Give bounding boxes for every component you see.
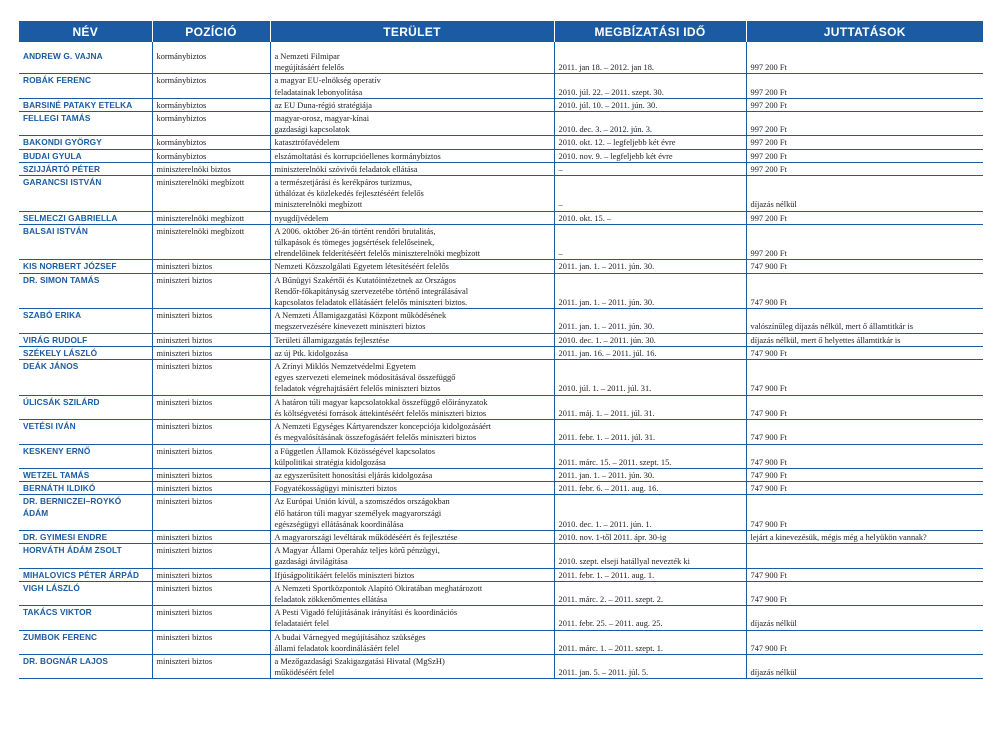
compensation: 997 200 Ft: [746, 42, 983, 74]
area-line: elszámoltatási és korrupcióellenes kormánybiztos: [274, 151, 441, 161]
official-position: miniszteri biztos: [152, 581, 270, 605]
official-position: kormánybiztos: [152, 74, 270, 98]
official-area: [270, 309, 554, 333]
area-line: A budai Várnegyed megújításához szükséges: [274, 632, 426, 642]
official-area: [270, 444, 554, 468]
official-position: kormánybiztos: [152, 149, 270, 162]
area-line: kapcsolatos feladatok ellátásáért felelős miniszteri biztos.: [274, 298, 468, 308]
table-row: [19, 42, 983, 74]
column-header-position: POZÍCIÓ: [152, 21, 270, 42]
area-line: feladatok zökkenőmentes ellátása: [274, 594, 388, 604]
official-name: DEÁK JÁNOS: [23, 361, 79, 372]
official-name: DR. SIMON TAMÁS: [23, 274, 100, 285]
official-name: KIS NORBERT JÓZSEF: [23, 261, 117, 272]
mandate-period: 2011. febr. 25. – 2011. aug. 25.: [554, 606, 746, 630]
compensation: 747 900 Ft: [746, 630, 983, 654]
compensation: díjazás nélkül: [746, 606, 983, 630]
compensation: 747 900 Ft: [746, 346, 983, 359]
official-position: miniszteri biztos: [152, 273, 270, 309]
area-line: túlkapások és tömeges jogsértések felelőseinek,: [274, 238, 435, 248]
area-line: A Nemzeti Egységes Kártyarendszer koncepciója kidolgozásáért: [274, 422, 491, 432]
official-area: [270, 149, 554, 162]
mandate-period: 2010. nov. 1-től 2011. ápr. 30-ig: [554, 530, 746, 543]
official-position: miniszterelnöki biztos: [152, 162, 270, 175]
official-position: miniszteri biztos: [152, 568, 270, 581]
mandate-period: 2011. máj. 1. – 2011. júl. 31.: [554, 395, 746, 419]
official-position: miniszterelnöki megbízott: [152, 211, 270, 224]
official-position: miniszteri biztos: [152, 309, 270, 333]
table-row: [19, 544, 983, 568]
mandate-period: 2011. febr. 6. – 2011. aug. 16.: [554, 482, 746, 495]
compensation: 747 900 Ft: [746, 568, 983, 581]
official-name: VIRÁG RUDOLF: [23, 334, 88, 345]
official-area: [270, 112, 554, 136]
official-area: [270, 630, 554, 654]
mandate-period: –: [554, 176, 746, 212]
area-line: A Nemzeti Államigazgatási Központ működésének: [274, 311, 447, 321]
official-name: BAKONDI GYÖRGY: [23, 137, 102, 148]
compensation: díjazás nélkül, mert ő helyettes államtitkár is: [746, 333, 983, 346]
table-row: [19, 136, 983, 149]
official-position: miniszteri biztos: [152, 346, 270, 359]
area-line: a Nemzeti Filmipar: [274, 52, 340, 61]
mandate-period: 2010. júl. 10. – 2011. jún. 30.: [554, 98, 746, 111]
mandate-period: 2010. okt. 12. – legfeljebb két évre: [554, 136, 746, 149]
official-name: DR. BERNICZEI–ROYKÓ ÁDÁM: [23, 496, 122, 518]
mandate-period: 2010. nov. 9. – legfeljebb két évre: [554, 149, 746, 162]
table-row: [19, 568, 983, 581]
compensation: 997 200 Ft: [746, 162, 983, 175]
official-area: [270, 333, 554, 346]
official-name: ROBÁK FERENC: [23, 75, 92, 86]
official-position: miniszteri biztos: [152, 495, 270, 531]
area-line: az EU Duna-régió stratégiája: [274, 100, 372, 110]
area-line: Rendőr-főkapitányság szervezetébe történő integrálásával: [274, 286, 469, 296]
official-name: MIHALOVICS PÉTER ÁRPÁD: [23, 569, 140, 580]
official-name: SZÉKELY LÁSZLÓ: [23, 347, 98, 358]
compensation: 997 200 Ft: [746, 224, 983, 260]
area-line: feladataiért felel: [274, 619, 330, 629]
official-area: [270, 395, 554, 419]
area-line: A határon túli magyar kapcsolatokkal összefüggő előirányzatok: [274, 397, 488, 407]
table-body: [19, 42, 983, 679]
table-row: [19, 630, 983, 654]
table-row: [19, 444, 983, 468]
area-line: katasztrófavédelem: [274, 138, 340, 148]
official-name: FELLEGI TAMÁS: [23, 113, 91, 124]
area-line: állami feladatok koordinálásáért felel: [274, 643, 400, 653]
table-row: [19, 395, 983, 419]
area-line: az új Ptk. kidolgozása: [274, 348, 348, 358]
area-line: az egyszerűsített honosítási eljárás kidolgozása: [274, 470, 433, 480]
compensation: 997 200 Ft: [746, 149, 983, 162]
mandate-period: 2011. febr. 1. – 2011. júl. 31.: [554, 420, 746, 444]
area-line: Nemzeti Közszolgálati Egyetem létesítéséért felelős: [274, 262, 449, 272]
official-area: [270, 176, 554, 212]
official-position: miniszteri biztos: [152, 333, 270, 346]
table-row: [19, 74, 983, 98]
table-row: [19, 98, 983, 111]
mandate-period: 2010. okt. 15. –: [554, 211, 746, 224]
table-row: [19, 530, 983, 543]
table-row: [19, 346, 983, 359]
table-row: [19, 420, 983, 444]
area-line: a magyar EU-elnökség operatív: [274, 76, 381, 86]
official-name: VETÉSI IVÁN: [23, 421, 76, 432]
column-header-name: NÉV: [19, 21, 152, 42]
compensation: díjazás nélkül: [746, 654, 983, 678]
area-line: A Pesti Vigadó felújításának irányítási és koordinációs: [274, 608, 458, 618]
official-name: WETZEL TAMÁS: [23, 469, 90, 480]
table-row: [19, 468, 983, 481]
official-area: [270, 211, 554, 224]
official-name: SELMECZI GABRIELLA: [23, 212, 118, 223]
compensation: valószínűleg díjazás nélkül, mert ő államtitkár is: [746, 309, 983, 333]
area-line: élő határon túli magyar személyek magyarországi: [274, 508, 442, 518]
mandate-period: 2011. jan. 16. – 2011. júl. 16.: [554, 346, 746, 359]
official-position: miniszteri biztos: [152, 420, 270, 444]
official-position: miniszteri biztos: [152, 395, 270, 419]
official-area: [270, 42, 554, 74]
official-position: miniszteri biztos: [152, 544, 270, 568]
official-area: [270, 544, 554, 568]
official-position: miniszterelnöki megbízott: [152, 224, 270, 260]
official-area: [270, 568, 554, 581]
area-line: elrendelőinek felderítéséért felelős miniszterelnöki megbízott: [274, 249, 481, 259]
area-line: és költségvetési források áttekintéséért felelős miniszteri biztos: [274, 408, 487, 418]
area-line: A Nemzeti Sportközpontok Alapító Okiratában meghatározott: [274, 583, 483, 593]
compensation: 997 200 Ft: [746, 136, 983, 149]
official-area: [270, 360, 554, 396]
table-row: [19, 211, 983, 224]
mandate-period: 2011. márc. 1. – 2011. szept. 1.: [554, 630, 746, 654]
official-position: kormánybiztos: [152, 98, 270, 111]
official-area: [270, 273, 554, 309]
mandate-period: 2011. febr. 1. – 2011. aug. 1.: [554, 568, 746, 581]
mandate-period: 2011. márc. 2. – 2011. szept. 2.: [554, 581, 746, 605]
official-name: ZUMBOK FERENC: [23, 631, 98, 642]
table-row: [19, 112, 983, 136]
official-name: HORVÁTH ÁDÁM ZSOLT: [23, 545, 122, 556]
area-line: a Független Államok Közösségével kapcsolatos: [274, 446, 435, 456]
official-name: BUDAI GYULA: [23, 150, 82, 161]
table-row: [19, 482, 983, 495]
area-line: a természetjárási és kerékpáros turizmus,: [274, 178, 412, 188]
compensation: 997 200 Ft: [746, 74, 983, 98]
compensation: díjazás nélkül: [746, 176, 983, 212]
area-line: magyar-orosz, magyar-kínai: [274, 114, 370, 124]
official-name: GARANCSI ISTVÁN: [23, 177, 102, 188]
official-area: [270, 74, 554, 98]
area-line: feladatok végrehajtásáért felelős miniszteri biztos: [274, 384, 441, 394]
table-row: [19, 260, 983, 273]
official-area: [270, 260, 554, 273]
official-area: [270, 346, 554, 359]
official-name: DR. GYIMESI ENDRE: [23, 531, 108, 542]
compensation: 997 200 Ft: [746, 112, 983, 136]
official-position: miniszteri biztos: [152, 482, 270, 495]
area-line: megszervezésére kinevezett miniszteri biztos: [274, 322, 426, 332]
mandate-period: 2010. szept. elseji hatállyal nevezték ki: [554, 544, 746, 568]
compensation: 747 900 Ft: [746, 273, 983, 309]
official-name: SZABÓ ERIKA: [23, 310, 82, 321]
official-area: [270, 468, 554, 481]
official-name: BERNÁTH ILDIKÓ: [23, 483, 96, 494]
official-area: [270, 224, 554, 260]
compensation: 747 900 Ft: [746, 444, 983, 468]
area-line: feladatainak lebonyolítása: [274, 87, 363, 97]
official-area: [270, 581, 554, 605]
official-name: ANDREW G. VAJNA: [23, 51, 103, 61]
mandate-period: 2010. dec. 3. – 2012. jún. 3.: [554, 112, 746, 136]
compensation: 997 200 Ft: [746, 98, 983, 111]
official-name: TAKÁCS VIKTOR: [23, 607, 92, 618]
official-name: VIGH LÁSZLÓ: [23, 582, 80, 593]
official-name: KESKENY ERNŐ: [23, 445, 91, 456]
area-line: A Zrínyi Miklós Nemzetvédelmi Egyetem: [274, 362, 416, 372]
area-line: Területi államigazgatás fejlesztése: [274, 335, 390, 345]
area-line: egyes szervezeti elemeinek módosításával összefüggő: [274, 373, 456, 383]
table-row: [19, 333, 983, 346]
official-area: [270, 606, 554, 630]
official-area: [270, 420, 554, 444]
area-line: úthálózat és közlekedés fejlesztéséért felelős: [274, 189, 424, 199]
area-line: miniszterelnöki szóvivői feladatok ellátása: [274, 164, 418, 174]
compensation: 747 900 Ft: [746, 360, 983, 396]
mandate-period: 2011. jan. 5. – 2011. júl. 5.: [554, 654, 746, 678]
official-position: kormánybiztos: [152, 112, 270, 136]
area-line: A magyarországi levéltárak működéséért és fejlesztése: [274, 532, 458, 542]
compensation: 747 900 Ft: [746, 581, 983, 605]
official-area: [270, 495, 554, 531]
official-position: kormánybiztos: [152, 42, 270, 74]
area-line: gazdasági kapcsolatok: [274, 125, 350, 135]
commissioners-table: [19, 21, 983, 679]
mandate-period: 2010. dec. 1. – 2011. jún. 1.: [554, 495, 746, 531]
area-line: A Magyar Állami Operaház teljes körű pénzügyi,: [274, 546, 440, 556]
table-row: [19, 162, 983, 175]
official-area: [270, 654, 554, 678]
column-header-area: TERÜLET: [270, 21, 554, 42]
mandate-period: –: [554, 224, 746, 260]
commissioners-table-wrapper: [19, 21, 983, 679]
mandate-period: 2011. jan. 1. – 2011. jún. 30.: [554, 273, 746, 309]
official-position: miniszteri biztos: [152, 630, 270, 654]
area-line: működéséért felel: [274, 668, 335, 678]
area-line: és megvalósításának összefogásáért felelős miniszteri biztos: [274, 433, 477, 443]
official-area: [270, 530, 554, 543]
area-line: Az Európai Unión kívül, a szomszédos országokban: [274, 497, 450, 507]
official-name: BALSAI ISTVÁN: [23, 225, 88, 236]
official-position: miniszteri biztos: [152, 468, 270, 481]
mandate-period: 2011. jan. 1. – 2011. jún. 30.: [554, 309, 746, 333]
compensation: 747 900 Ft: [746, 395, 983, 419]
compensation: [746, 544, 983, 568]
column-header-period: MEGBÍZATÁSI IDŐ: [554, 21, 746, 42]
table-row: [19, 149, 983, 162]
area-line: egészségügyi ellátásának koordinálása: [274, 519, 404, 529]
area-line: miniszterelnöki megbízott: [274, 200, 363, 210]
mandate-period: 2011. jan 18. – 2012. jan 18.: [554, 42, 746, 74]
compensation: 747 900 Ft: [746, 260, 983, 273]
area-line: nyugdíjvédelem: [274, 213, 329, 223]
official-name: ÚLICSÁK SZILÁRD: [23, 396, 100, 407]
area-line: A 2006. október 26-án történt rendőri brutalitás,: [274, 226, 436, 236]
table-row: [19, 495, 983, 531]
table-row: [19, 654, 983, 678]
area-line: Ifjúságpolitikáért felelős miniszteri biztos: [274, 570, 415, 580]
table-row: [19, 273, 983, 309]
official-area: [270, 162, 554, 175]
table-row: [19, 606, 983, 630]
header-row: [19, 21, 983, 42]
table-row: [19, 224, 983, 260]
mandate-period: 2011. jan. 1. – 2011. jún. 30.: [554, 468, 746, 481]
compensation: 747 900 Ft: [746, 495, 983, 531]
official-position: miniszteri biztos: [152, 530, 270, 543]
official-position: miniszteri biztos: [152, 260, 270, 273]
column-header-pay: JUTTATÁSOK: [746, 21, 983, 42]
mandate-period: 2010. dec. 1. – 2011. jún. 30.: [554, 333, 746, 346]
official-position: miniszteri biztos: [152, 654, 270, 678]
official-name: BARSINÉ PATAKY ETELKA: [23, 99, 133, 110]
official-area: [270, 482, 554, 495]
compensation: 747 900 Ft: [746, 420, 983, 444]
area-line: A Bűnügyi Szakértői és Kutatóintézetnek az Országos: [274, 275, 456, 285]
official-area: [270, 98, 554, 111]
official-name: SZIJJÁRTÓ PÉTER: [23, 163, 101, 174]
official-area: [270, 136, 554, 149]
area-line: gazdasági átvilágítása: [274, 557, 348, 567]
table-row: [19, 309, 983, 333]
mandate-period: 2010. júl. 22. – 2011. szept. 30.: [554, 74, 746, 98]
official-position: miniszteri biztos: [152, 444, 270, 468]
official-position: kormánybiztos: [152, 136, 270, 149]
table-row: [19, 581, 983, 605]
compensation: 747 900 Ft: [746, 482, 983, 495]
mandate-period: 2011. márc. 15. – 2011. szept. 15.: [554, 444, 746, 468]
compensation: 997 200 Ft: [746, 211, 983, 224]
area-line: Fogyatékosságügyi miniszteri biztos: [274, 484, 397, 494]
official-position: miniszterelnöki megbízott: [152, 176, 270, 212]
table-header: [19, 21, 983, 42]
official-position: miniszteri biztos: [152, 606, 270, 630]
official-position: miniszteri biztos: [152, 360, 270, 396]
table-row: [19, 176, 983, 212]
table-row: [19, 360, 983, 396]
compensation: 747 900 Ft: [746, 468, 983, 481]
compensation: lejárt a kinevezésük, mégis még a helyükön vannak?: [746, 530, 983, 543]
mandate-period: 2010. júl. 1. – 2011. júl. 31.: [554, 360, 746, 396]
area-line: megújításáért felelős: [274, 63, 345, 73]
mandate-period: –: [554, 162, 746, 175]
area-line: külpolitikai stratégia kidolgozása: [274, 457, 386, 467]
area-line: a Mezőgazdasági Szakigazgatási Hivatal (MgSzH): [274, 656, 445, 666]
official-name: DR. BOGNÁR LAJOS: [23, 655, 109, 666]
mandate-period: 2011. jan. 1. – 2011. jún. 30.: [554, 260, 746, 273]
